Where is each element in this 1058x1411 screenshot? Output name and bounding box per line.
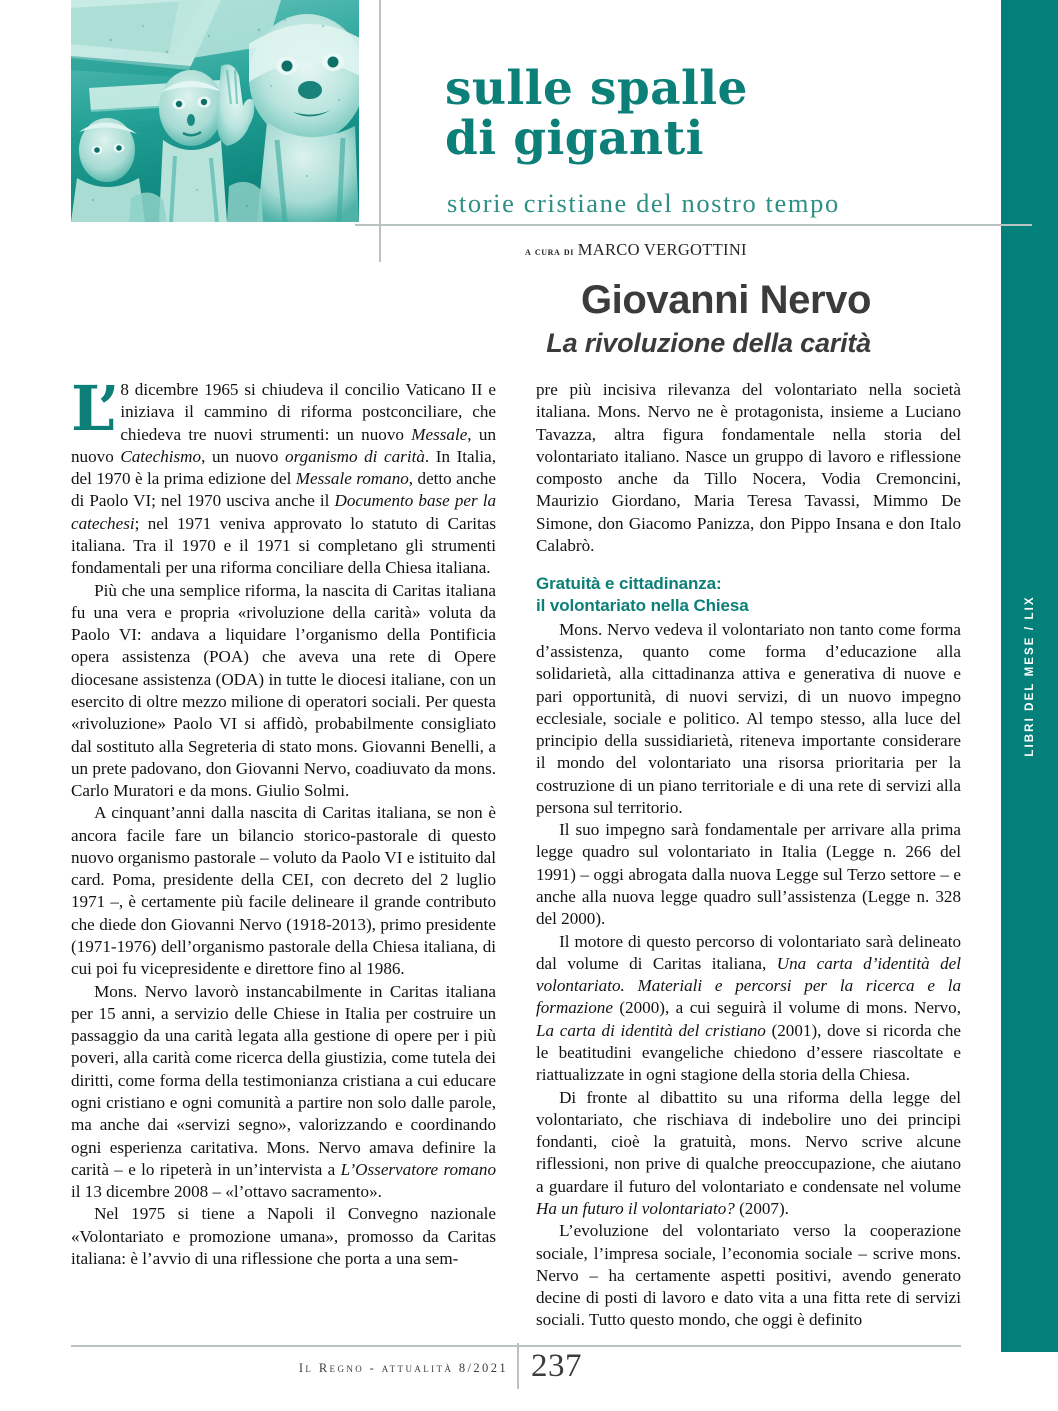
text-run: (2001), dove si ricorda che le beatitudini evangeliche chiedono d’essere riascoltate e riattualizzate in ogni stagione della storia della Chiesa. bbox=[536, 1020, 961, 1085]
text-run: Il motore di questo percorso di volontariato sarà delineato dal volume di Caritas italiana, bbox=[536, 931, 961, 973]
paragraph bbox=[71, 372, 496, 580]
text-run: A cinquant’anni dalla nascita di Caritas italiana, se non è ancora facile fare un bilancio storico-pastorale di questo nuovo organismo pastorale – voluto da Paolo VI e istituito dal card. Poma, presidente della CEI, con decreto del 2 luglio 1971 –, è certamente più facile delineare il grande contributo che diede don Giovanni Nervo (1918-2013), primo presidente (1971-1976) dell’organismo pastorale della Chiesa italiana, di cui poi fu vicepresidente e direttore fino al 1986. bbox=[71, 803, 496, 979]
stone-sculpture-illustration bbox=[71, 0, 359, 222]
text-column-right bbox=[536, 379, 961, 1334]
masthead-kicker-line1: sulle spalle bbox=[445, 61, 748, 116]
italic-run: Messale bbox=[411, 424, 468, 444]
text-run: , un nuovo bbox=[71, 424, 496, 466]
byline-editor-name: MARCO VERGOTTINI bbox=[577, 240, 747, 259]
paragraph bbox=[536, 619, 961, 820]
italic-run: organismo di carità bbox=[285, 446, 425, 466]
footer-journal-name: Il Regno - attualità 8/2021 bbox=[298, 1361, 508, 1375]
section-subheading-line2: il volontariato nella Chiesa bbox=[536, 596, 749, 616]
masthead-kicker bbox=[445, 61, 748, 166]
masthead-subtitle: storie cristiane del nostro tempo bbox=[447, 188, 840, 218]
italic-run: L’Osservatore romano bbox=[340, 1159, 496, 1179]
text-run: ; nel 1971 veniva approvato lo statuto di Caritas italiana. Tra il 1970 e il 1971 si completano gli strumenti fondamentali per una riforma conciliare della Chiesa italiana. bbox=[71, 513, 496, 578]
text-run: . In Italia, del 1970 è la prima edizione del bbox=[71, 446, 496, 489]
paragraph bbox=[71, 981, 496, 1204]
italic-run: Messale romano bbox=[295, 469, 409, 489]
paragraph bbox=[71, 1203, 496, 1270]
masthead-horizontal-rule-left bbox=[355, 224, 381, 226]
paragraph bbox=[536, 1220, 961, 1331]
masthead-vertical-rule bbox=[379, 0, 381, 262]
footer-vertical-rule bbox=[517, 1343, 519, 1389]
section-subheading-line1: Gratuità e cittadinanza: bbox=[536, 574, 722, 594]
text-run: Nel 1975 si tiene a Napoli il Convegno nazionale «Volontariato e promozione umana», promosso da Caritas italiana: è l’avvio di una riflessione che porta a una sem- bbox=[71, 1204, 496, 1268]
italic-run: Una carta d’identità del volontariato. Materiali e percorsi per la ricerca e la formazione bbox=[536, 953, 961, 1018]
masthead-horizontal-rule bbox=[379, 224, 1032, 226]
text-run: , un nuovo bbox=[201, 446, 286, 466]
masthead-kicker-line2: di giganti bbox=[445, 111, 704, 166]
section-rail bbox=[1001, 0, 1058, 1352]
paragraph bbox=[71, 580, 496, 803]
text-run: L’evoluzione del volontariato verso la cooperazione sociale, l’impresa sociale, l’economia sociale – scrive mons. Nervo – ha certamente aspetti positivi, avendo generato decine di posti di lavoro e dato vita a una fitta rete di servizi sociali. Tutto questo mondo, che oggi è definito bbox=[536, 1221, 961, 1330]
masthead bbox=[71, 0, 961, 268]
article-title: Giovanni Nervo bbox=[580, 278, 871, 322]
text-run: il 13 dicembre 2008 – «l’ottavo sacramento». bbox=[71, 1182, 382, 1202]
text-run: Più che una semplice riforma, la nascita di Caritas italiana fu una vera e propria «rivoluzione della carità» voluta da Paolo VI: andava a liquidare l’organismo della Pontificia opera assistenza (POA) che aveva una rete di Opere diocesane assistenza (ODA) in tutte le diocesi italiane, con un esercito di oltre mezzo milione di operatori sociali. Per questa «rivoluzione» Paolo VI si affidò, probabilmente consigliato dal sostituto alla Segreteria di stato mons. Giovanni Benelli, a un prete padovano, don Giovanni Nervo, coadiuvato da mons. Carlo Muratori e da mons. Giulio Solmi. bbox=[71, 580, 496, 801]
masthead-photo bbox=[71, 0, 359, 222]
paragraph bbox=[536, 931, 961, 1087]
paragraph bbox=[71, 802, 496, 980]
page-number: 237 bbox=[531, 1348, 582, 1384]
paragraph bbox=[536, 379, 961, 557]
italic-run: Catechismo bbox=[120, 446, 202, 466]
text-run: Di fronte al dibattito su una riforma della legge del volontariato, che rischiava di indebolire uno dei principi fondanti, cioè la gratuità, mons. Nervo scrive alcune riflessioni, non prive di qualche preoccupazione, che aiutano a guardare il futuro del volontariato e condensate nel volume bbox=[536, 1087, 961, 1196]
article-subtitle: La rivoluzione della carità bbox=[546, 328, 871, 358]
italic-run: La carta di identità del cristiano bbox=[536, 1020, 766, 1040]
article-body bbox=[71, 372, 961, 1334]
text-run: 8 dicembre 1965 si chiudeva il concilio Vaticano II e iniziava il cammino di riforma postconciliare, che chiedeva tre nuovi strumenti: un nuovo bbox=[120, 380, 496, 444]
text-run: pre più incisiva rilevanza del volontariato nella società italiana. Mons. Nervo ne è protagonista, insieme a Luciano Tavazza, altra figura fondamentale nella storia del volontariato italiano. Nasce un gruppo di lavoro e riflessione composto anche da Tillo Nocera, Vodia Cremoncini, Maurizio Giordano, Maria Teresa Tavassi, Mimmo De Simone, don Giacomo Panizza, don Pippo Insana e don Italo Calabrò. bbox=[536, 380, 961, 555]
section-subheading bbox=[536, 573, 961, 617]
drop-cap: L’ bbox=[71, 372, 118, 445]
text-run: (2007). bbox=[734, 1198, 789, 1218]
text-run: Il suo impegno sarà fondamentale per arrivare alla prima legge quadro sul volontariato in Italia (Legge n. 266 del 1991) – oggi abrogata dalla nuova Legge sul Terzo settore – e anche alla nuova legge quadro sull’assistenza (Legge n. 328 del 2000). bbox=[536, 820, 961, 929]
paragraph bbox=[536, 1087, 961, 1221]
italic-run: Documento base per la catechesi bbox=[71, 491, 496, 533]
section-rail-label: LIBRI DEL MESE / LIX bbox=[1023, 595, 1036, 757]
paragraph bbox=[536, 819, 961, 930]
byline-prefix: a cura di bbox=[525, 246, 574, 258]
italic-run: Ha un futuro il volontariato? bbox=[536, 1198, 735, 1218]
paragraph-with-dropcap bbox=[71, 372, 496, 580]
masthead-byline bbox=[525, 240, 747, 260]
text-run: (2000), a cui seguirà il volume di mons. Nervo, bbox=[612, 998, 961, 1018]
text-column-left bbox=[71, 372, 496, 1334]
text-run: , detto anche di Paolo VI; nel 1970 usciva anche il bbox=[71, 469, 496, 511]
text-run: Mons. Nervo vedeva il volontariato non tanto come forma d’assistenza, quanto come forma d’educazione alla solidarietà, alla cittadinanza attiva e generativa di nuove e pari opportunità, di nuovi servizi, di un nuovo impegno ecclesiale, sociale e politico. Al tempo stesso, alla luce del principio della sussidiarietà, riteneva importante considerare il mondo del volontariato una risorsa prioritaria per la costruzione di un piano territoriale e di una rete di servizi alla persona sul territorio. bbox=[536, 619, 961, 817]
text-run: Mons. Nervo lavorò instancabilmente in Caritas italiana per 15 anni, a servizio delle Chiese in Italia per costruire un passaggio da una carità legata alla gestione di opere per i più poveri, alla carità come ricerca della giustizia, come tutela dei diritti, come forma della testimonianza cristiana a cui educare ogni cristiano e ogni comunità a partire non solo dalle parole, ma anche dai «servizi segno», valorizzando e coordinando ogni esperienza caritativa. Mons. Nervo amava definire la carità – e lo ripeterà in un’intervista a bbox=[71, 981, 496, 1179]
footer-rule bbox=[71, 1345, 961, 1347]
